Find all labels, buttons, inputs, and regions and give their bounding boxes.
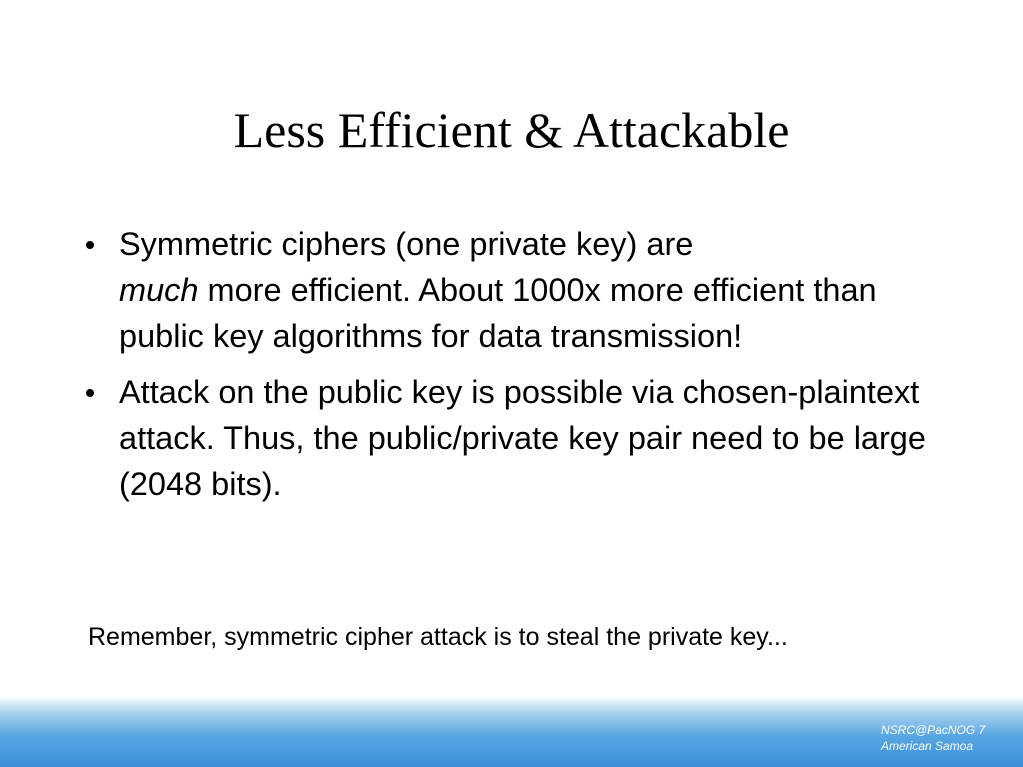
bullet-text	[119, 226, 877, 354]
slide-note: Remember, symmetric cipher attack is to steal the private key...	[88, 623, 788, 651]
footer-band	[0, 698, 1023, 767]
footer-line-1: NSRC@PacNOG 7	[881, 723, 986, 737]
footer-line-2: American Samoa	[881, 739, 974, 753]
bullet-text: Attack on the public key is possible via chosen-plaintext attack. Thus, the public/private key pair need to be large (2048 bits).	[119, 374, 926, 502]
bullet-dot-icon	[86, 389, 94, 397]
bullet-item	[86, 369, 966, 507]
bullet-dot-icon	[86, 241, 94, 249]
bullet-item	[86, 221, 966, 359]
slide-title: Less Efficient & Attackable	[233, 102, 790, 158]
bullet-text-rest: more efficient. About 1000x more efficient than public key algorithms for data transmission!	[119, 272, 877, 354]
bullet-text-lead: Symmetric ciphers (one private key) are	[119, 226, 694, 262]
bullet-list	[86, 221, 966, 517]
bullet-emphasis: much	[119, 272, 199, 308]
footer-label	[881, 722, 985, 754]
